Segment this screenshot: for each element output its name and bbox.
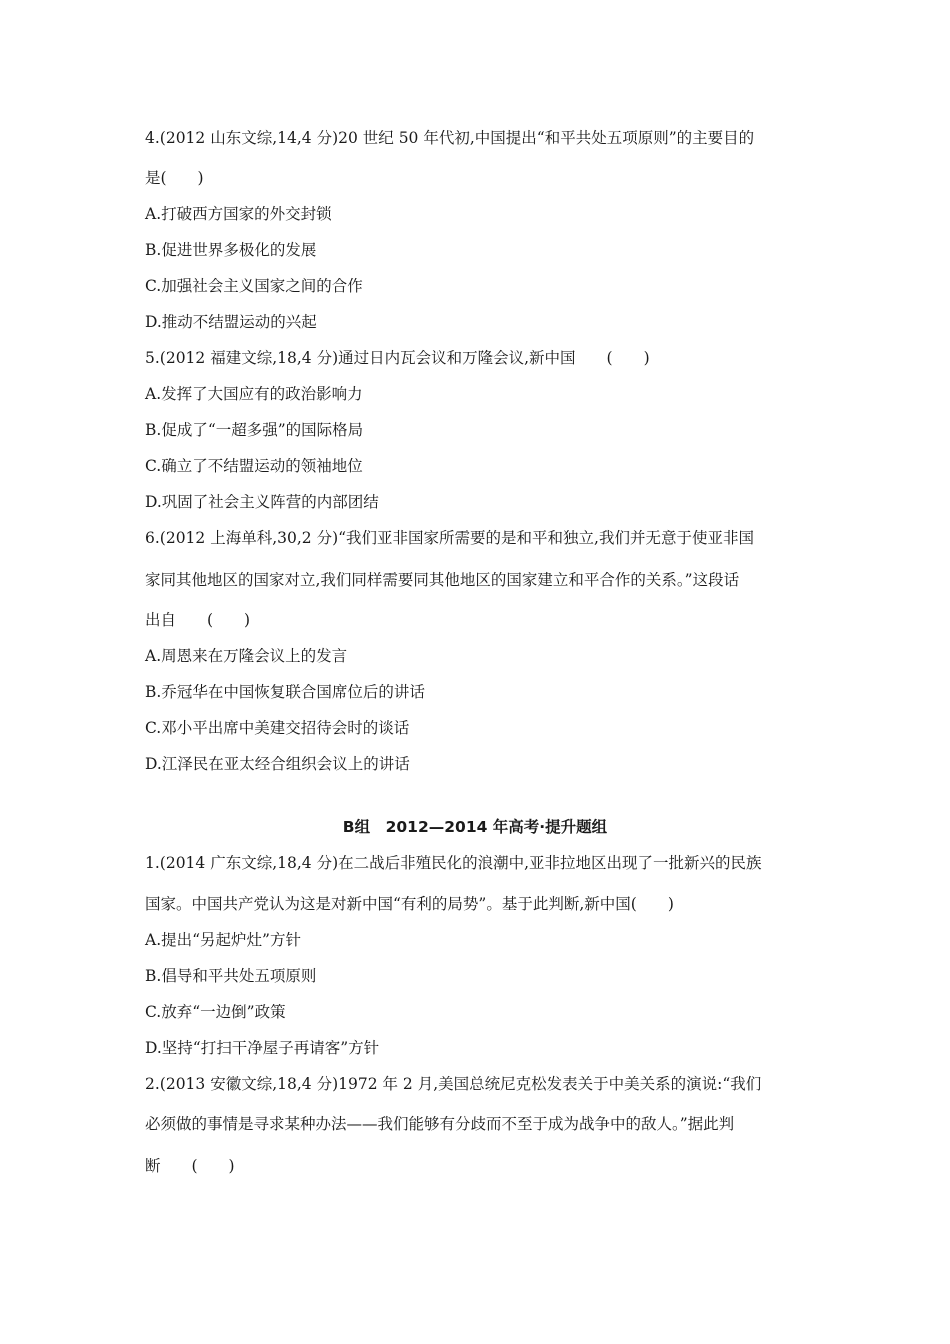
question-4-option-a: A.打破西方国家的外交封锁 [145, 205, 332, 223]
question-6-option-a: A.周恩来在万隆会议上的发言 [145, 647, 348, 665]
section-b-heading: B组 2012—2014 年高考·提升题组 [342, 818, 608, 836]
question-b2-stem-line-2: 必须做的事情是寻求某种办法——我们能够有分歧而不至于成为战争中的敌人。”据此判 [145, 1115, 735, 1133]
question-4-option-d: D.推动不结盟运动的兴起 [145, 313, 317, 331]
question-b1-option-b: B.倡导和平共处五项原则 [145, 967, 317, 985]
question-b1-option-d: D.坚持“打扫干净屋子再请客”方针 [145, 1039, 380, 1057]
question-b2-stem-line-3: 断 ( ) [145, 1157, 235, 1175]
question-4-stem-line-1: 4.(2012 山东文综,14,4 分)20 世纪 50 年代初,中国提出“和平共处五项原则”的主要目的 [145, 129, 755, 147]
question-6-stem-line-3: 出自 ( ) [145, 611, 251, 629]
question-4-option-c: C.加强社会主义国家之间的合作 [145, 277, 363, 295]
question-b1-option-a: A.提出“另起炉灶”方针 [145, 931, 301, 949]
question-6-stem-line-1: 6.(2012 上海单科,30,2 分)“我们亚非国家所需要的是和平和独立,我们并无意于使亚非国 [145, 529, 754, 547]
question-5-option-c: C.确立了不结盟运动的领袖地位 [145, 457, 363, 475]
question-5-option-b: B.促成了“一超多强”的国际格局 [145, 421, 364, 439]
question-b1-stem-line-2: 国家。中国共产党认为这是对新中国“有利的局势”。基于此判断,新中国( ) [145, 895, 674, 913]
question-6-stem-line-2: 家同其他地区的国家对立,我们同样需要同其他地区的国家建立和平合作的关系。”这段话 [145, 571, 740, 589]
question-5-option-a: A.发挥了大国应有的政治影响力 [145, 385, 363, 403]
question-4-stem-line-2: 是( ) [145, 169, 204, 187]
question-b1-stem-line-1: 1.(2014 广东文综,18,4 分)在二战后非殖民化的浪潮中,亚非拉地区出现了一批新兴的民族 [145, 854, 762, 872]
question-4-option-b: B.促进世界多极化的发展 [145, 241, 317, 259]
question-6-option-c: C.邓小平出席中美建交招待会时的谈话 [145, 719, 410, 737]
question-6-option-d: D.江泽民在亚太经合组织会议上的讲话 [145, 755, 410, 773]
question-5-stem-line-1: 5.(2012 福建文综,18,4 分)通过日内瓦会议和万隆会议,新中国 ( ) [145, 349, 650, 367]
question-5-option-d: D.巩固了社会主义阵营的内部团结 [145, 493, 379, 511]
question-b2-stem-line-1: 2.(2013 安徽文综,18,4 分)1972 年 2 月,美国总统尼克松发表关于中美关系的演说:“我们 [145, 1075, 762, 1093]
question-6-option-b: B.乔冠华在中国恢复联合国席位后的讲话 [145, 683, 425, 701]
question-b1-option-c: C.放弃“一边倒”政策 [145, 1003, 286, 1021]
